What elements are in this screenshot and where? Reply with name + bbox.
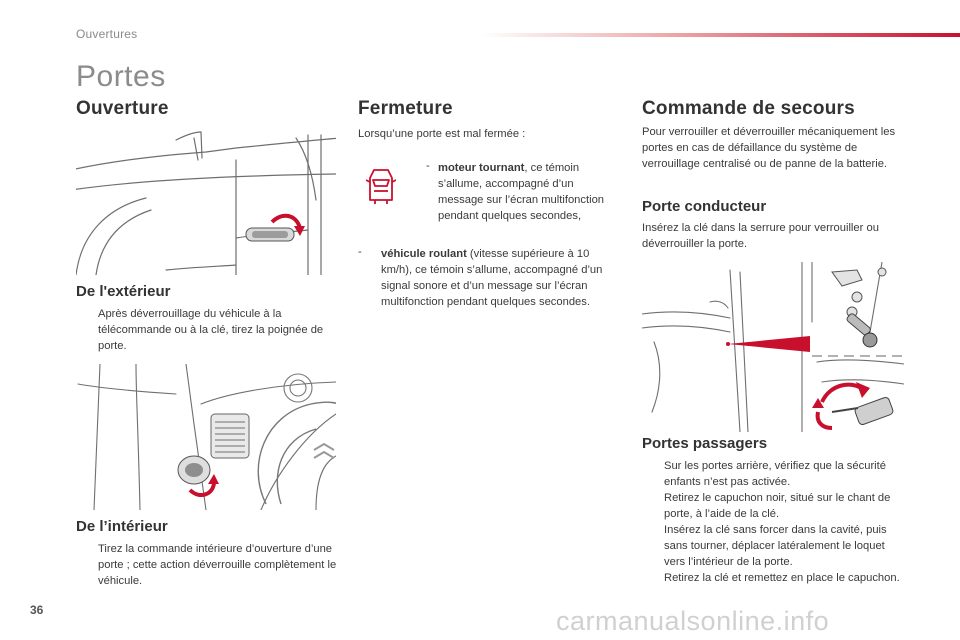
header-accent-bar xyxy=(480,33,960,37)
list-item: Insérez la clé sans forcer dans la cavité, puis sans tourner, déplacer latéralement le loquet vers l’intérieur de la porte. xyxy=(664,524,887,568)
list-item: Après déverrouillage du véhicule à la télécommande ou à la clé, tirez la poignée de porte. xyxy=(98,308,324,352)
watermark: carmanualsonline.info xyxy=(556,606,830,636)
interieur-heading: De l’intérieur xyxy=(76,518,168,535)
list-item: Sur les portes arrière, vérifiez que la sécurité enfants n’est pas activée. xyxy=(664,460,886,488)
emergency-lock-illustration xyxy=(642,262,904,432)
vehicule-roulant-text: véhicule roulant (vitesse supérieure à 10 km/h), ce témoin s’allume, accompagné d’un signal sonore et d’un message sur l’écran multifonction pendant quelques secondes. xyxy=(381,248,603,308)
key-fob-icon xyxy=(832,396,894,425)
passagers-heading: Portes passagers xyxy=(642,435,768,452)
conducteur-heading: Porte conducteur xyxy=(642,198,767,215)
interieur-list xyxy=(76,541,338,589)
page-number: 36 xyxy=(30,603,44,617)
door-open-warning-icon xyxy=(366,166,396,206)
brand-logo-icon xyxy=(314,444,334,458)
door-handle-icon xyxy=(246,228,294,241)
conducteur-text: Insérez la clé dans la serrure pour verrouiller ou déverrouiller la porte. xyxy=(642,222,879,250)
gauge-icon xyxy=(284,374,312,402)
dash-marker: - xyxy=(358,246,362,258)
section-label: Ouvertures xyxy=(76,27,138,41)
air-vent-icon xyxy=(211,414,249,458)
exterieur-list xyxy=(76,306,332,354)
moteur-tournant-text: moteur tournant, ce témoin s’allume, accompagné d’un message sur l’écran multifonction pendant quelques secondes, xyxy=(438,162,605,222)
exterieur-heading: De l'extérieur xyxy=(76,283,171,300)
ouverture-heading: Ouverture xyxy=(76,98,169,119)
list-item: Tirez la commande intérieure d’ouverture d’une porte ; cette action déverrouille complètement le véhicule. xyxy=(98,543,337,587)
list-item: Retirez le capuchon noir, situé sur le chant de porte, à l’aide de la clé. xyxy=(664,492,891,520)
passagers-list xyxy=(642,458,904,586)
page-title: Portes xyxy=(76,60,166,93)
exterior-handle-illustration xyxy=(76,130,336,275)
lock-mechanism-icon xyxy=(832,268,886,317)
interior-handle-illustration xyxy=(76,364,336,510)
fermeture-heading: Fermeture xyxy=(358,98,453,119)
fermeture-intro: Lorsqu’une porte est mal fermée : xyxy=(358,128,526,140)
interior-handle-icon xyxy=(178,456,210,484)
list-item: Retirez la clé et remettez en place le capuchon. xyxy=(664,572,900,584)
dash-marker: - xyxy=(426,160,430,172)
secours-heading: Commande de secours xyxy=(642,98,855,119)
secours-intro: Pour verrouiller et déverrouiller mécaniquement les portes en cas de défaillance du système de verrouillage centralisé ou de panne de la batterie. xyxy=(642,126,896,170)
